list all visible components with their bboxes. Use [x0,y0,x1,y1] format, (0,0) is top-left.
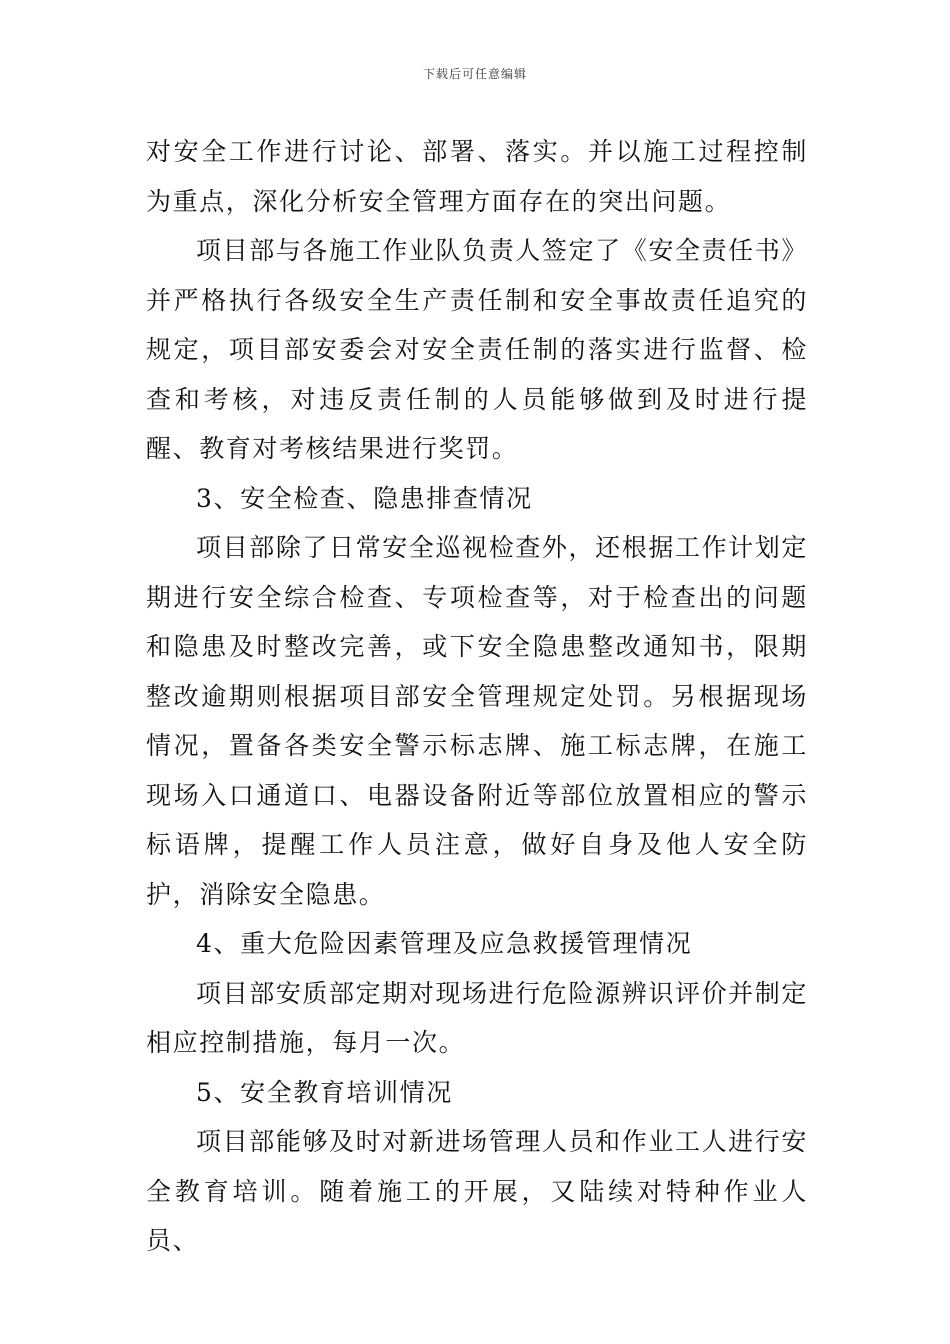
paragraph-continuation: 对安全工作进行讨论、部署、落实。并以施工过程控制为重点，深化分析安全管理方面存在的突出问题。 [146,137,808,216]
document-body [146,127,808,1266]
section-heading-inspection: 3、安全检查、隐患排查情况 [196,483,533,513]
paragraph-training: 项目部能够及时对新进场管理人员和作业工人进行安全教育培训。随着施工的开展，又陆续对特种作业人员、 [146,1127,808,1255]
paragraph-hazard: 项目部安质部定期对现场进行危险源辨识评价并制定相应控制措施，每月一次。 [146,978,808,1057]
section-heading-training: 5、安全教育培训情况 [196,1077,453,1107]
paragraph-responsibility: 项目部与各施工作业队负责人签定了《安全责任书》并严格执行各级安全生产责任制和安全事故责任追究的规定，项目部安委会对安全责任制的落实进行监督、检查和考核，对违反责任制的人员能够做到及时进行提醒、教育对考核结果进行奖罚。 [146,236,808,463]
page-header: 下载后可任意编辑 [422,67,527,81]
section-heading-hazard: 4、重大危险因素管理及应急救援管理情况 [196,929,693,958]
paragraph-inspection: 项目部除了日常安全巡视检查外，还根据工作计划定期进行安全综合检查、专项检查等，对于检查出的问题和隐患及时整改完善，或下安全隐患整改通知书，限期整改逾期则根据项目部安全管理规定处罚。另根据现场情况，置备各类安全警示标志牌、施工标志牌，在施工现场入口通道口、电器设备附近等部位放置相应的警示标语牌，提醒工作人员注意，做好自身及他人安全防护，消除安全隐患。 [146,533,808,909]
